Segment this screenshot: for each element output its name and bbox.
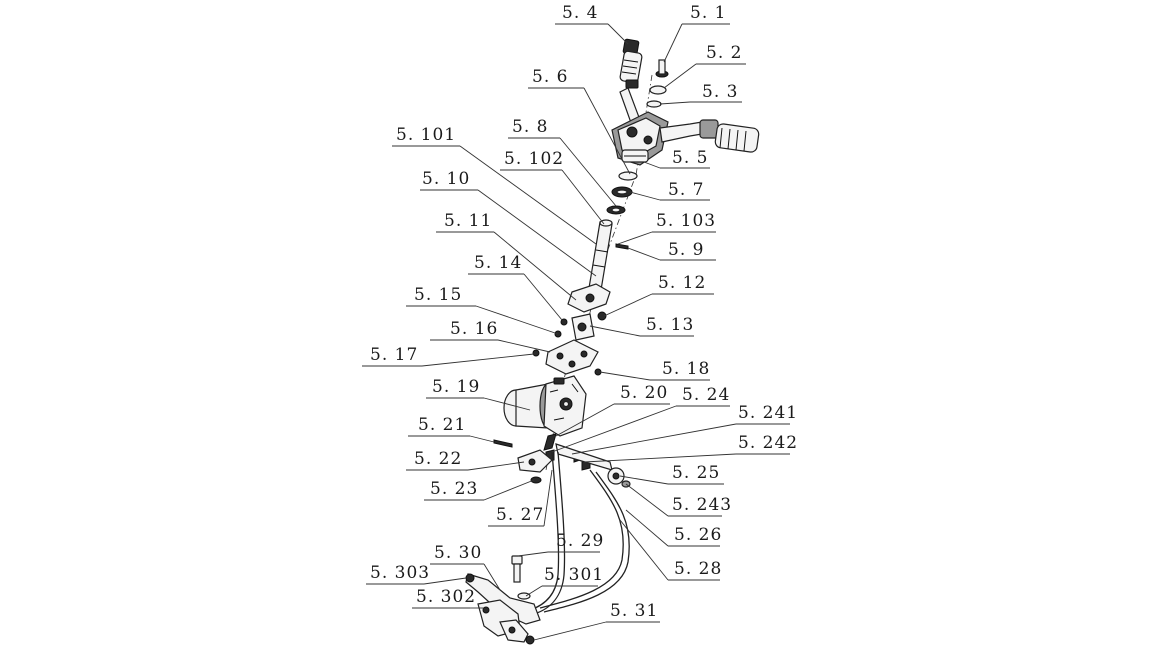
washer-5-301	[518, 593, 530, 599]
pin-5-103	[616, 244, 628, 249]
callout-label-5-9: 5. 9	[668, 240, 705, 260]
callout-label-5-241: 5. 241	[738, 403, 799, 423]
callout-label-5-14: 5. 14	[474, 253, 523, 273]
callout-label-5-20: 5. 20	[620, 383, 669, 403]
nut-5-23	[531, 477, 541, 483]
callout-label-5-102: 5. 102	[504, 149, 565, 169]
bolt-5-29	[512, 556, 522, 582]
callout-label-5-302: 5. 302	[416, 587, 477, 607]
callout-label-5-3: 5. 3	[702, 82, 739, 102]
mounting-plate	[546, 340, 598, 374]
bolt-5-21	[494, 440, 512, 447]
parts-drawing	[466, 39, 759, 644]
callout-label-5-13: 5. 13	[646, 315, 695, 335]
callout-label-5-301: 5. 301	[544, 565, 605, 585]
steering-column	[588, 220, 612, 296]
callout-label-5-21: 5. 21	[418, 415, 467, 435]
universal-joint	[572, 314, 594, 340]
callout-label-5-7: 5. 7	[668, 180, 705, 200]
callout-label-5-27: 5. 27	[496, 505, 545, 525]
callout-label-5-103: 5. 103	[656, 211, 717, 231]
callout-label-5-18: 5. 18	[662, 359, 711, 379]
callout-label-5-19: 5. 19	[432, 377, 481, 397]
callout-label-5-11: 5. 11	[444, 211, 493, 231]
callout-label-5-303: 5. 303	[370, 563, 431, 583]
callout-label-5-6: 5. 6	[532, 67, 569, 87]
callout-label-5-10: 5. 10	[422, 169, 471, 189]
callout-label-5-28: 5. 28	[674, 559, 723, 579]
callout-label-5-2: 5. 2	[706, 43, 743, 63]
bolt-5-1	[656, 60, 668, 77]
handlebar-clamp-assembly	[612, 112, 668, 165]
bolt-5-17	[533, 350, 539, 356]
left-handlebar-grip	[620, 39, 643, 88]
callout-label-5-22: 5. 22	[414, 449, 463, 469]
callout-label-5-1: 5. 1	[690, 3, 727, 23]
callout-label-5-101: 5. 101	[396, 125, 457, 145]
callout-label-5-15: 5. 15	[414, 285, 463, 305]
callout-label-5-17: 5. 17	[370, 345, 419, 365]
callout-label-5-31: 5. 31	[610, 601, 659, 621]
callout-label-5-243: 5. 243	[672, 495, 733, 515]
callout-label-5-23: 5. 23	[430, 479, 479, 499]
callout-label-5-4: 5. 4	[562, 3, 599, 23]
callout-label-5-8: 5. 8	[512, 117, 549, 137]
callout-label-5-29: 5. 29	[556, 531, 605, 551]
callout-label-5-24: 5. 24	[682, 385, 731, 405]
washer-5-3	[647, 101, 661, 107]
washer-5-6	[619, 172, 637, 180]
lower-shaft	[544, 434, 556, 450]
callout-label-5-25: 5. 25	[672, 463, 721, 483]
callout-label-5-5: 5. 5	[672, 148, 709, 168]
nut-5-31	[526, 636, 534, 644]
callout-label-5-16: 5. 16	[450, 319, 499, 339]
callout-label-5-26: 5. 26	[674, 525, 723, 545]
callout-label-5-12: 5. 12	[658, 273, 707, 293]
washer-5-2	[650, 86, 666, 94]
callout-label-5-242: 5. 242	[738, 433, 799, 453]
callout-label-5-30: 5. 30	[434, 543, 483, 563]
column-bracket	[568, 284, 610, 312]
